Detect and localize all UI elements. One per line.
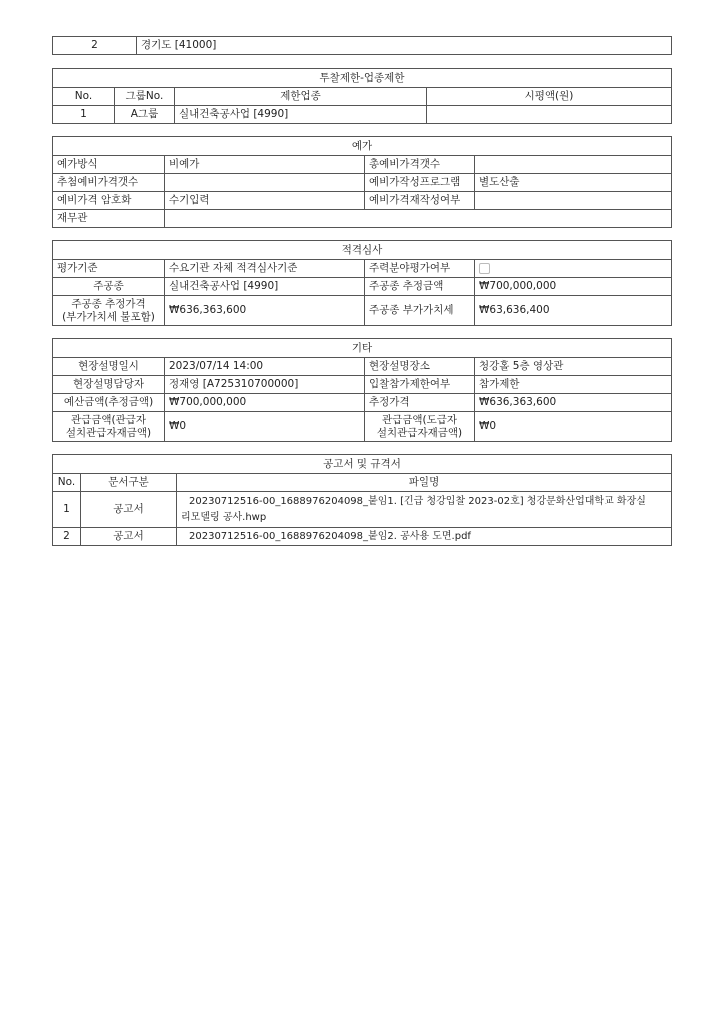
table-row: [53, 528, 672, 546]
table-row: [53, 192, 672, 210]
estimate-value: 수기입력: [165, 192, 365, 210]
doc-file-link[interactable]: 20230712516-00_1688976204098_붙임2. 공사용 도면.pdf: [177, 528, 672, 546]
supply1-label-line2: 설치관급자재금액): [65, 426, 152, 439]
header-amount: 시평액(원): [427, 88, 672, 106]
price-label-line2: (부가가치세 불포함): [62, 310, 155, 323]
estimate-table: [52, 136, 672, 228]
finance-label: 재무관: [53, 210, 165, 228]
briefing-date-value: 2023/07/14 14:00: [165, 358, 365, 376]
restriction-title: 투찰제한-업종제한: [53, 69, 672, 88]
doc-file-name-line2[interactable]: 리모델링 공사.hwp: [181, 511, 267, 523]
region-row: [53, 37, 672, 55]
main-type-label: 주공종: [53, 278, 165, 296]
criteria-label: 평가기준: [53, 260, 165, 278]
table-row: [53, 296, 672, 326]
main-est-label: 주공종 추정금액: [365, 278, 475, 296]
supply2-value: ₩0: [475, 412, 672, 442]
documents-header-row: [53, 474, 672, 492]
budget-value: ₩700,000,000: [165, 394, 365, 412]
main-field-checkbox[interactable]: [479, 263, 490, 274]
restriction-group: A그룹: [115, 106, 175, 124]
table-row: [53, 260, 672, 278]
region-table: [52, 36, 672, 55]
manager-label: 현장설명담당자: [53, 376, 165, 394]
doc-no: 1: [53, 492, 81, 528]
participation-value: 참가제한: [475, 376, 672, 394]
price-label: [53, 296, 165, 326]
qualification-title: 적격심사: [53, 241, 672, 260]
table-row: [53, 394, 672, 412]
estimate-value: 별도산출: [475, 174, 672, 192]
budget-label: 예산금액(추정금액): [53, 394, 165, 412]
doc-type: 공고서: [81, 528, 177, 546]
main-field-cell: [475, 260, 672, 278]
table-row: [53, 156, 672, 174]
restriction-industry: 실내건축공사업 [4990]: [175, 106, 427, 124]
estimate-value: [475, 192, 672, 210]
estimate-label: 예비가작성프로그램: [365, 174, 475, 192]
briefing-place-value: 청강홀 5층 영상관: [475, 358, 672, 376]
estimate-value: 비예가: [165, 156, 365, 174]
doc-no: 2: [53, 528, 81, 546]
supply1-label: [53, 412, 165, 442]
table-row: [53, 492, 672, 528]
manager-value: 정재영 [A725310700000]: [165, 376, 365, 394]
restriction-amount: [427, 106, 672, 124]
region-no: 2: [53, 37, 137, 55]
table-row: [53, 106, 672, 124]
table-row: [53, 412, 672, 442]
header-no: No.: [53, 88, 115, 106]
main-field-label: 주력분야평가여부: [365, 260, 475, 278]
estimate-label: 예비가격 암호화: [53, 192, 165, 210]
estimate-label: 예비가격재작성여부: [365, 192, 475, 210]
briefing-date-label: 현장설명일시: [53, 358, 165, 376]
doc-file-link[interactable]: [177, 492, 672, 528]
doc-header-name: 파일명: [177, 474, 672, 492]
qualification-table: [52, 240, 672, 326]
estimate-label: 총예비가격갯수: [365, 156, 475, 174]
vat-value: ₩63,636,400: [475, 296, 672, 326]
participation-label: 입찰참가제한여부: [365, 376, 475, 394]
table-row: [53, 376, 672, 394]
restriction-header-row: [53, 88, 672, 106]
supply1-value: ₩0: [165, 412, 365, 442]
estimate-label: 추첨예비가격갯수: [53, 174, 165, 192]
restriction-no: 1: [53, 106, 115, 124]
estimate-value: [475, 156, 672, 174]
table-row: [53, 278, 672, 296]
restriction-table: [52, 68, 672, 124]
price-label-line1: 주공종 추정가격: [71, 297, 146, 310]
supply2-label-line2: 설치관급자재금액): [376, 426, 463, 439]
supply2-label-line1: 관급금액(도급자: [381, 413, 458, 426]
doc-type: 공고서: [81, 492, 177, 528]
region-value: 경기도 [41000]: [137, 37, 672, 55]
estimate-label: 예가방식: [53, 156, 165, 174]
criteria-value: 수요기관 자체 적격심사기준: [165, 260, 365, 278]
finance-value: [165, 210, 672, 228]
main-est-value: ₩700,000,000: [475, 278, 672, 296]
doc-file-name-line1[interactable]: 20230712516-00_1688976204098_붙임1. [긴급 청강입찰 2023-02호] 청강문화산업대학교 화장실: [189, 495, 646, 507]
table-row: [53, 174, 672, 192]
header-industry: 제한업종: [175, 88, 427, 106]
header-group: 그룹No.: [115, 88, 175, 106]
price-value: ₩636,363,600: [165, 296, 365, 326]
etc-table: [52, 338, 672, 442]
estimate-value: [165, 174, 365, 192]
supply2-label: [365, 412, 475, 442]
documents-title: 공고서 및 규격서: [53, 455, 672, 474]
est-price-label: 추정가격: [365, 394, 475, 412]
doc-header-type: 문서구분: [81, 474, 177, 492]
table-row: [53, 358, 672, 376]
estimate-title: 예가: [53, 137, 672, 156]
main-type-value: 실내건축공사업 [4990]: [165, 278, 365, 296]
briefing-place-label: 현장설명장소: [365, 358, 475, 376]
supply1-label-line1: 관급금액(관급자: [70, 413, 147, 426]
documents-table: [52, 454, 672, 546]
est-price-value: ₩636,363,600: [475, 394, 672, 412]
table-row: [53, 210, 672, 228]
doc-header-no: No.: [53, 474, 81, 492]
vat-label: 주공종 부가가치세: [365, 296, 475, 326]
etc-title: 기타: [53, 339, 672, 358]
